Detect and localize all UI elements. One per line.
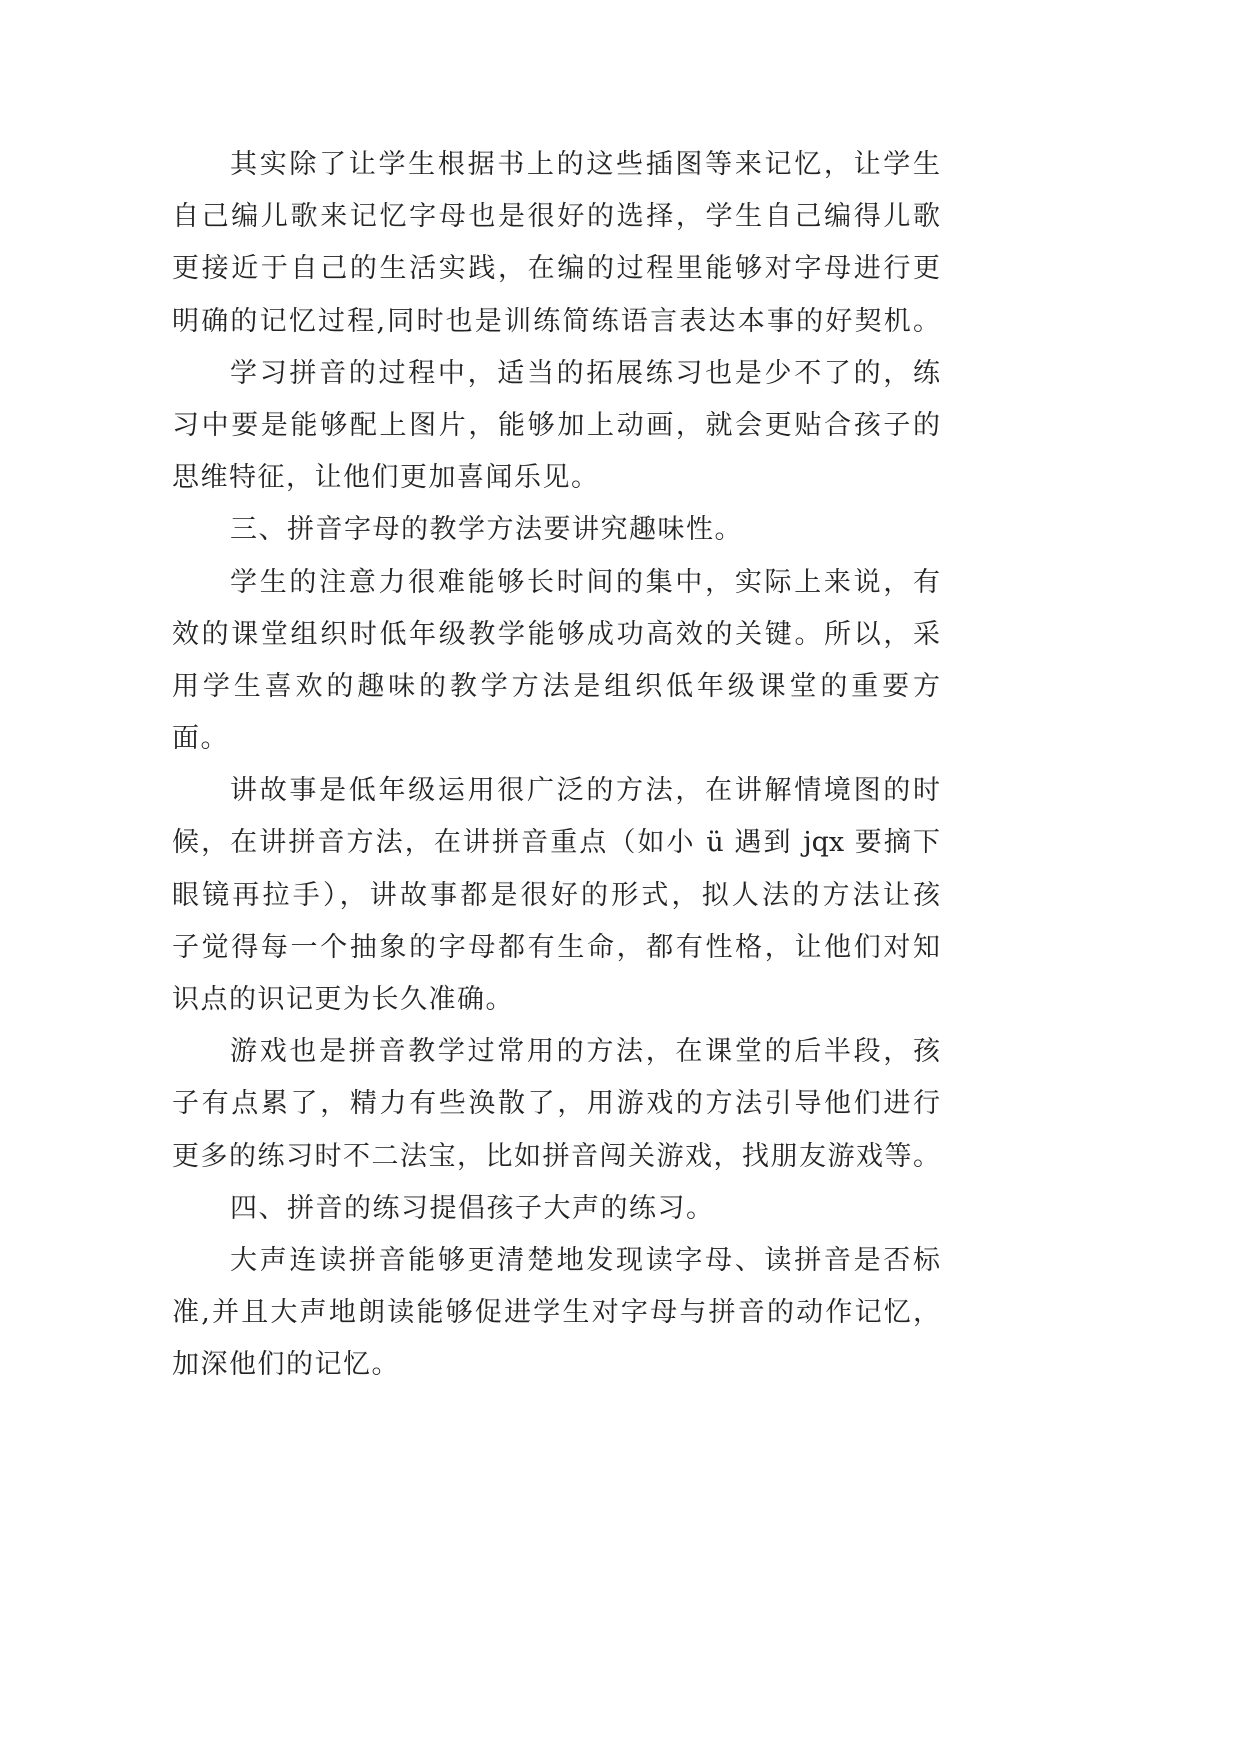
text-line: 其实除了让学生根据书上的这些插图等来记忆，让学生 (230, 149, 940, 180)
text-line: 加深他们的记忆。 (172, 1349, 400, 1381)
paragraph (172, 1235, 940, 1392)
paragraph (172, 1026, 940, 1183)
section-heading (172, 504, 940, 556)
text-line: 眼镜再拉手），讲故事都是很好的形式，拟人法的方法让孩 (172, 879, 940, 911)
paragraph (172, 765, 940, 1026)
section-heading (172, 1183, 940, 1235)
text-column (172, 139, 940, 1392)
text-line: 学生的注意力很难能够长时间的集中，实际上来说，有 (230, 566, 940, 598)
paragraph (172, 557, 940, 766)
text-line: 准,并且大声地朗读能够促进学生对字母与拼音的动作记忆， (172, 1297, 940, 1329)
text-line: 子有点累了，精力有些涣散了，用游戏的方法引导他们进行 (172, 1088, 940, 1120)
text-line: 游戏也是拼音教学过常用的方法，在课堂的后半段，孩 (230, 1036, 940, 1068)
paragraph (172, 348, 940, 505)
text-line: 候，在讲拼音方法，在讲拼音重点（如小 ü 遇到 jqx 要摘下 (172, 827, 940, 859)
text-line: 更多的练习时不二法宝，比如拼音闯关游戏，找朋友游戏等。 (172, 1140, 940, 1172)
text-line: 习中要是能够配上图片，能够加上动画，就会更贴合孩子的 (172, 409, 940, 441)
text-line: 效的课堂组织时低年级教学能够成功高效的关键。所以，采 (172, 618, 940, 650)
text-line: 自己编儿歌来记忆字母也是很好的选择，学生自己编得儿歌 (172, 201, 940, 233)
text-line: 三、拼音字母的教学方法要讲究趣味性。 (230, 514, 743, 546)
paragraph (172, 139, 940, 348)
text-line: 四、拼音的练习提倡孩子大声的练习。 (230, 1192, 715, 1224)
text-line: 子觉得每一个抽象的字母都有生命，都有性格，让他们对知 (172, 931, 940, 963)
text-line: 大声连读拼音能够更清楚地发现读字母、读拼音是否标 (230, 1244, 940, 1276)
text-line: 明确的记忆过程,同时也是训练简练语言表达本事的好契机。 (172, 305, 940, 337)
text-line: 更接近于自己的生活实践，在编的过程里能够对字母进行更 (172, 253, 940, 285)
text-line: 讲故事是低年级运用很广泛的方法，在讲解情境图的时 (230, 775, 940, 807)
text-line: 面。 (172, 723, 229, 755)
text-line: 识点的识记更为长久准确。 (172, 984, 514, 1015)
text-line: 用学生喜欢的趣味的教学方法是组织低年级课堂的重要方 (172, 670, 940, 702)
text-line: 思维特征，让他们更加喜闻乐见。 (172, 462, 600, 494)
text-line: 学习拼音的过程中，适当的拓展练习也是少不了的，练 (230, 357, 940, 389)
